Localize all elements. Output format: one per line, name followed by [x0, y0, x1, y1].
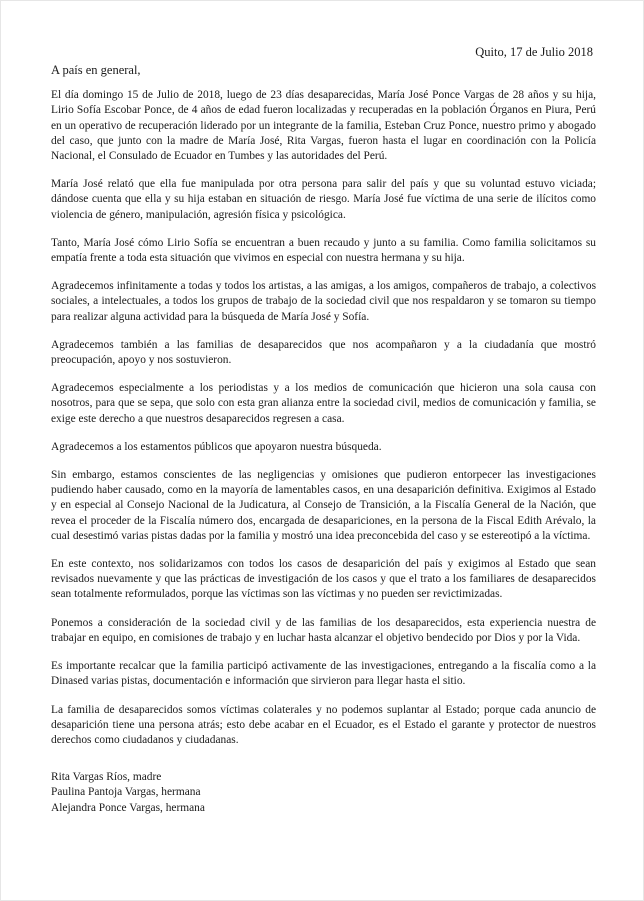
signature-line: Alejandra Ponce Vargas, hermana: [51, 801, 205, 814]
paragraph-8: Sin embargo, estamos conscientes de las negligencias y omisiones que pudieron entorpecer las investigaciones pudiendo haber causado, como en la mayoría de lamentables casos, en una desaparición definitiva. Exigimos al Estado y en especial al Consejo Nacional de la Judicatura, al Consejo de Transición, a la Fiscalía General de la Nación, que revea el proceder de la Fiscalía número dos, encargada de desapariciones, en la persona de la Fiscal Edith Arévalo, la cual desestimó varias pistas dadas por la familia y mostró una idea preconcebida del caso y se estereotipó a la víctima.: [51, 469, 596, 542]
paragraph-9: En este contexto, nos solidarizamos con todos los casos de desaparición del país y exigimos al Estado que sean revisados nuevamente y que las prácticas de investigación de los casos y que el trato a los familiares de desaparecidos sean totalmente reformulados, porque las víctimas son las víctimas y no pueden ser revictimizadas.: [51, 558, 596, 601]
greeting: A país en general,: [51, 63, 141, 77]
paragraph-6: Agradecemos especialmente a los periodistas y a los medios de comunicación que hicieron una sola causa con nosotros, para que se sepa, que solo con esta gran alianza entre la sociedad civil, medios de comunicación y familia, se exige este derecho a que nuestros desaparecidos regresen a casa.: [51, 382, 596, 425]
paragraph-7: Agradecemos a los estamentos públicos que apoyaron nuestra búsqueda.: [51, 440, 382, 453]
letter-body: [51, 63, 596, 816]
paragraph-10: Ponemos a consideración de la sociedad civil y de las familias de los desaparecidos, esta experiencia nuestra de trabajar en equipo, en comisiones de trabajo y en luchar hasta alcanzar el objetivo bendecido por Dios y por la Vida.: [51, 616, 596, 644]
paragraph-5: Agradecemos también a las familias de desaparecidos que nos acompañaron y a la ciudadanía que mostró preocupación, apoyo y nos sostuvieron.: [51, 338, 596, 367]
signature-line: Paulina Pantoja Vargas, hermana: [51, 786, 201, 799]
paragraph-1: El día domingo 15 de Julio de 2018, luego de 23 días desaparecidas, María José Ponce Vargas de 28 años y su hija, Lirio Sofía Escobar Ponce, de 4 años de edad fueron localizadas y recuperadas en la población Órganos en Piura, Perú en un operativo de recuperación liderado por un integrante de la familia, Esteban Cruz Ponce, nuestro primo y abogado del caso, que junto con la madre de María José, Rita Vargas, fueron hasta el lugar en coordinación con la Policía Nacional, el Consulado de Ecuador en Tumbes y las autoridades del Perú.: [51, 89, 596, 163]
signature-block: [51, 770, 596, 816]
paragraph-12: La familia de desaparecidos somos víctimas colaterales y no podemos suplantar al Estado; porque cada anuncio de desaparición tiene una persona atrás; esto debe acabar en el Ecuador, es el Estado el garante y protector de nuestros derechos como ciudadanos y ciudadanas.: [51, 703, 596, 746]
place-date: Quito, 17 de Julio 2018: [475, 45, 593, 59]
paragraph-3: Tanto, María José cómo Lirio Sofía se encuentran a buen recaudo y junto a su familia. Como familia solicitamos su empatía frente a toda esta situación que vivimos en especial con nuestra hermana y su hija.: [51, 236, 596, 265]
signature-line: Rita Vargas Ríos, madre: [51, 771, 162, 784]
paragraph-11: Es importante recalcar que la familia participó activamente de las investigaciones, entregando a la fiscalía como a la Dinased varias pistas, documentación e información que sirvieron para llegar hasta el sitio.: [51, 660, 596, 688]
paragraph-2: María José relató que ella fue manipulada por otra persona para salir del país y que su voluntad estuvo viciada; dándose cuenta que ella y su hija estaban en situación de riesgo. María José fue víctima de una serie de ilícitos como violencia de género, manipulación, agresión física y psicológica.: [51, 178, 596, 221]
paragraph-4: Agradecemos infinitamente a todas y todos los artistas, a las amigas, a los amigos, compañeros de trabajo, a colectivos sociales, a intelectuales, a todos los grupos de trabajo de la sociedad civil que nos respaldaron y se tomaron su tiempo para realizar alguna actividad para la búsqueda de María José y Sofía.: [51, 280, 596, 323]
